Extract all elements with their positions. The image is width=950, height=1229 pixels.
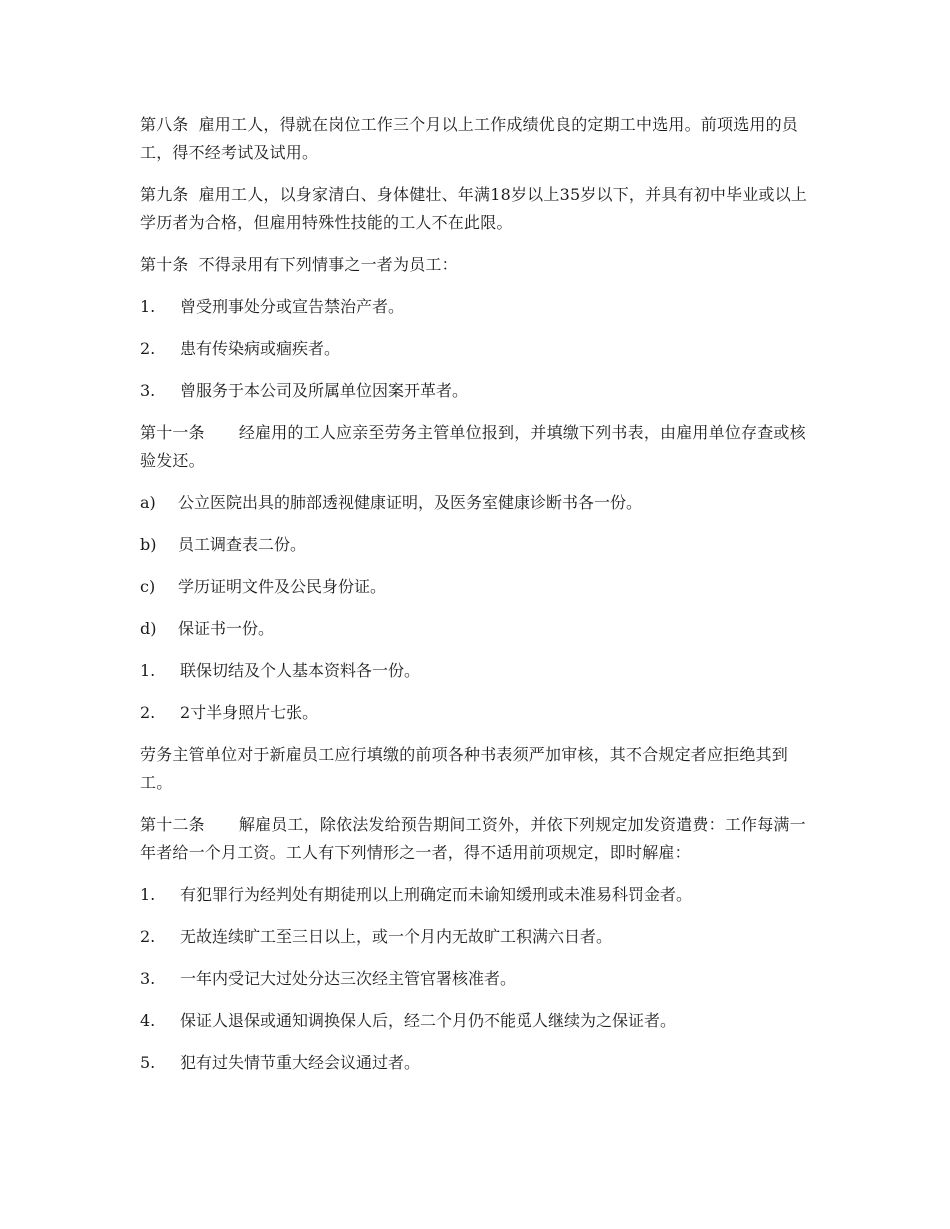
list-item-text: 犯有过失情节重大经会议通过者。 <box>180 1053 421 1072</box>
list-item <box>140 923 810 951</box>
list-marker: 1. <box>140 297 156 316</box>
list-marker: d) <box>140 619 157 638</box>
list-item-text: 无故连续旷工至三日以上，或一个月内无故旷工积满六日者。 <box>180 927 613 946</box>
list-marker: c) <box>140 577 156 596</box>
article-10 <box>140 251 810 279</box>
list-marker: 3. <box>140 381 156 400</box>
article-12 <box>140 811 810 867</box>
article-number: 第九条 <box>140 185 189 204</box>
article-text: 经雇用的工人应亲至劳务主管单位报到，并填缴下列书表，由雇用单位存查或核验发还。 <box>140 423 806 470</box>
article-text: 解雇员工，除依法发给预告期间工资外，并依下列规定加发资遣费：工作每满一年者给一个月工资。工人有下列情形之一者，得不适用前项规定，即时解雇： <box>140 815 806 862</box>
list-marker: 2. <box>140 927 156 946</box>
list-item-text: 有犯罪行为经判处有期徒刑以上刑确定而未谕知缓刑或未准易科罚金者。 <box>180 885 693 904</box>
list-item <box>140 965 810 993</box>
article-11-closing <box>140 741 810 797</box>
list-item-text: 学历证明文件及公民身份证。 <box>178 577 387 596</box>
article-number: 第八条 <box>140 115 189 134</box>
list-item <box>140 1049 810 1077</box>
list-marker: b) <box>140 535 157 554</box>
list-marker: 1. <box>140 661 156 680</box>
list-item-text: 曾服务于本公司及所属单位因案开革者。 <box>180 381 469 400</box>
list-item <box>140 531 810 559</box>
article-9 <box>140 181 810 237</box>
list-item-text: 公立医院出具的肺部透视健康证明，及医务室健康诊断书各一份。 <box>178 493 643 512</box>
article-number: 第十一条 <box>140 423 205 442</box>
article-text: 雇用工人，以身家清白、身体健壮、年满18岁以上35岁以下，并具有初中毕业或以上学历者为合格，但雇用特殊性技能的工人不在此限。 <box>140 185 808 232</box>
article-text: 雇用工人，得就在岗位工作三个月以上工作成绩优良的定期工中选用。前项选用的员工，得不经考试及试用。 <box>140 115 799 162</box>
closing-text: 劳务主管单位对于新雇员工应行填缴的前项各种书表须严加审核，其不合规定者应拒绝其到工。 <box>140 745 789 792</box>
article-text: 不得录用有下列情事之一者为员工： <box>198 255 458 274</box>
list-item-text: 患有传染病或痼疾者。 <box>180 339 341 358</box>
list-item <box>140 615 810 643</box>
list-marker: 4. <box>140 1011 156 1030</box>
list-item <box>140 335 810 363</box>
list-item-text: 一年内受记大过处分达三次经主管官署核准者。 <box>180 969 517 988</box>
list-marker: 3. <box>140 969 156 988</box>
list-item <box>140 657 810 685</box>
list-item-text: 联保切结及个人基本资料各一份。 <box>180 661 421 680</box>
list-marker: a) <box>140 493 156 512</box>
list-item-text: 2寸半身照片七张。 <box>180 703 319 722</box>
list-item <box>140 377 810 405</box>
list-item-text: 保证书一份。 <box>178 619 275 638</box>
list-marker: 2. <box>140 703 156 722</box>
article-number: 第十条 <box>140 255 189 274</box>
list-item <box>140 293 810 321</box>
list-item <box>140 881 810 909</box>
list-item <box>140 699 810 727</box>
article-11 <box>140 419 810 475</box>
list-item <box>140 1007 810 1035</box>
list-item-text: 员工调查表二份。 <box>178 535 307 554</box>
list-item <box>140 573 810 601</box>
list-marker: 5. <box>140 1053 156 1072</box>
list-marker: 1. <box>140 885 156 904</box>
list-marker: 2. <box>140 339 156 358</box>
list-item <box>140 489 810 517</box>
article-8 <box>140 111 810 167</box>
list-item-text: 曾受刑事处分或宣告禁治产者。 <box>180 297 405 316</box>
article-number: 第十二条 <box>140 815 205 834</box>
list-item-text: 保证人退保或通知调换保人后，经二个月仍不能觅人继续为之保证者。 <box>180 1011 677 1030</box>
